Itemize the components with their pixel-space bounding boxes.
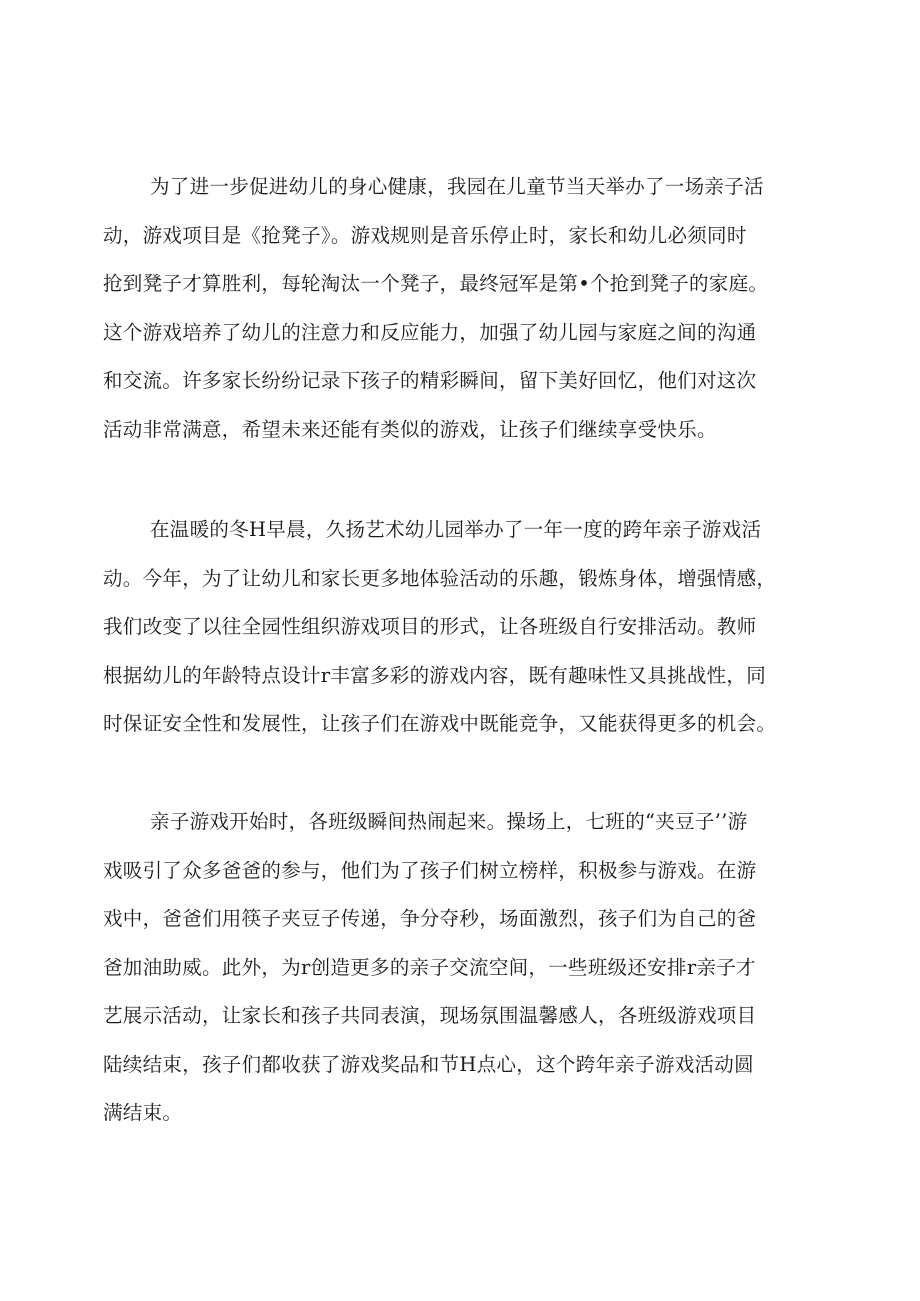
text-line: 根据幼儿的年龄特点设计r丰富多彩的游戏内容，既有趣味性又具挑战性，同 — [103, 663, 767, 687]
text-line: 艺展示活动，让家长和孩子共同表演，现场氛围温馨感人，各班级游戏项目 — [103, 1004, 757, 1027]
text-line: 抢到凳子才算胜利，每轮淘汰一个凳子，最终冠军是第•个抢到凳子的家庭。 — [103, 272, 769, 295]
text-line: 和交流。许多家长纷纷记录下孩子的精彩瞬间，留下美好回忆，他们对这次 — [103, 369, 757, 392]
text-line: 活动非常满意，希望未来还能有类似的游戏，让孩子们继续享受快乐。 — [103, 417, 717, 441]
text-line: 戏吸引了众多爸爸的参与，他们为了孩子们树立榜样，积极参与游戏。在游 — [103, 858, 757, 882]
text-line: 亲子游戏开始时，各班级瞬间热闹起来。操场上，七班的“夹豆子’’游 — [150, 810, 748, 833]
text-line: 在温暖的冬H早晨，久扬艺术幼儿园举办了一年一度的跨年亲子游戏活 — [150, 518, 762, 541]
paragraph-new-year-event — [103, 506, 833, 749]
text-line: 陆续结束，孩子们都收获了游戏奖品和节H点心，这个跨年亲子游戏活动圆 — [103, 1052, 754, 1076]
text-line: 为了进一步促进幼儿的身心健康，我园在儿童节当天举办了一场亲子活 — [150, 175, 764, 198]
text-line: 时保证安全性和发展性，让孩子们在游戏中既能竞争，又能获得更多的机会。 — [103, 712, 777, 735]
text-line: 动。今年，为了让幼儿和家长更多地体验活动的乐趣，锻炼身体，增强情感， — [103, 566, 777, 590]
text-line: 爸加油助威。此外，为r创造更多的亲子交流空间，一些班级还安排r亲子才 — [103, 955, 756, 979]
text-line: 动，游戏项目是《抢凳子》。游戏规则是音乐停止时，家长和幼儿必须同时 — [103, 223, 747, 247]
paragraph-childrens-day-activity — [103, 163, 833, 454]
text-line: 我们改变了以往全园性组织游戏项目的形式，让各班级自行安排活动。教师 — [103, 615, 757, 638]
text-line: 满结束。 — [103, 1101, 183, 1124]
text-line: 这个游戏培养了幼儿的注意力和反应能力，加强了幼儿园与家庭之间的沟通 — [103, 320, 757, 344]
paragraph-game-start — [103, 798, 833, 1138]
text-line: 戏中，爸爸们用筷子夹豆子传递，争分夺秒，场面激烈，孩子们为自己的爸 — [103, 907, 757, 930]
